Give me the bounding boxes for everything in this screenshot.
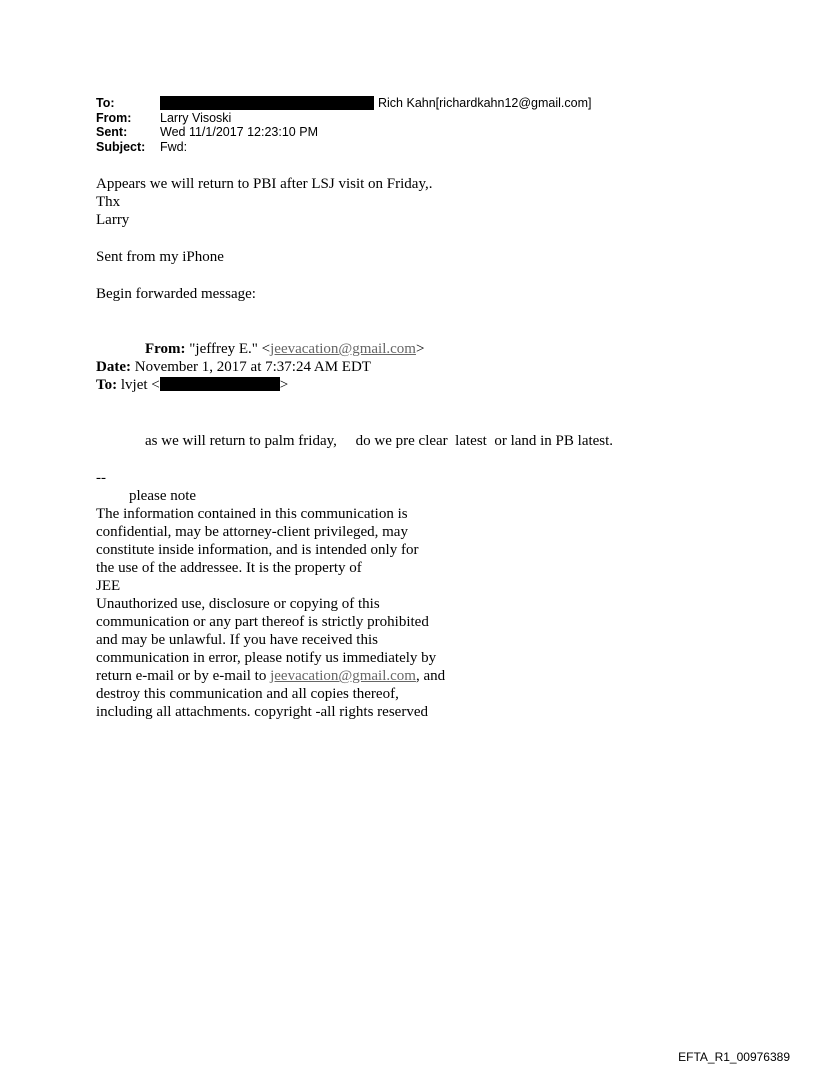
subject-label: Subject: [96, 139, 146, 154]
disclaimer-line: JEE [96, 578, 121, 594]
body-line: Larry [96, 212, 130, 228]
forwarded-message-text [145, 432, 613, 450]
from-value: Larry Visoski [160, 110, 232, 125]
body-line: Appears we will return to PBI after LSJ visit on Friday,. [96, 176, 433, 192]
forwarded-to-label: To: [96, 377, 118, 393]
forwarded-from-label: From: [145, 341, 186, 357]
sent-value: Wed 11/1/2017 12:23:10 PM [160, 125, 318, 139]
forwarded-message: as we will return to palm friday, do we pre clear latest or land in PB latest. [145, 433, 614, 449]
forwarded-to-close: > [279, 377, 289, 393]
disclaimer-return-suffix: , and [415, 668, 446, 684]
disclaimer-line: communication in error, please notify us immediately by [96, 650, 437, 666]
forwarded-from-close: > [415, 341, 425, 357]
from-label: From: [96, 110, 132, 125]
forwarded-date-line [96, 358, 371, 376]
forwarded-from-line [145, 340, 424, 358]
redaction-block [160, 377, 280, 391]
disclaimer-email-link[interactable]: jeevacation@gmail.com [270, 668, 416, 684]
disclaimer-line: the use of the addressee. It is the property of [96, 560, 362, 576]
forwarded-date-label: Date: [96, 359, 131, 375]
subject-row [96, 140, 591, 155]
begin-forwarded-line: Begin forwarded message: [96, 286, 256, 302]
forwarded-from-email-link[interactable]: jeevacation@gmail.com [270, 341, 416, 357]
sent-from-line: Sent from my iPhone [96, 249, 224, 265]
document-id: EFTA_R1_00976389 [678, 1050, 790, 1064]
sent-label: Sent: [96, 125, 128, 139]
to-row [96, 96, 591, 111]
disclaimer-line: including all attachments. copyright -all rights reserved [96, 704, 428, 720]
forwarded-date-value: November 1, 2017 at 7:37:24 AM EDT [130, 359, 371, 375]
disclaimer-line: communication or any part thereof is strictly prohibited [96, 614, 429, 630]
disclaimer-line: and may be unlawful. If you have received this [96, 632, 378, 648]
from-row [96, 111, 591, 126]
forwarded-to-value: lvjet < [117, 377, 160, 393]
signature-dashes: -- [96, 470, 106, 486]
disclaimer-return-line [96, 667, 445, 685]
forwarded-to-line [96, 376, 288, 394]
sent-row [96, 125, 591, 140]
email-header [96, 96, 591, 154]
disclaimer-block [96, 505, 445, 721]
disclaimer-line: confidential, may be attorney-client privileged, may [96, 524, 408, 540]
redaction-block [160, 96, 374, 110]
signature-please-note: please note [129, 488, 197, 504]
disclaimer-line: constitute inside information, and is intended only for [96, 542, 419, 558]
body-line: Thx [96, 194, 121, 210]
disclaimer-line: destroy this communication and all copies thereof, [96, 686, 399, 702]
to-value: Rich Kahn[richardkahn12@gmail.com] [378, 96, 592, 110]
disclaimer-return-prefix: return e-mail or by e-mail to [96, 668, 271, 684]
message-body [96, 175, 432, 229]
subject-value: Fwd: [160, 139, 188, 154]
to-label: To: [96, 96, 115, 110]
disclaimer-line: Unauthorized use, disclosure or copying of this [96, 596, 380, 612]
forwarded-from-name: "jeffrey E." < [185, 341, 271, 357]
disclaimer-line: The information contained in this communication is [96, 506, 408, 522]
